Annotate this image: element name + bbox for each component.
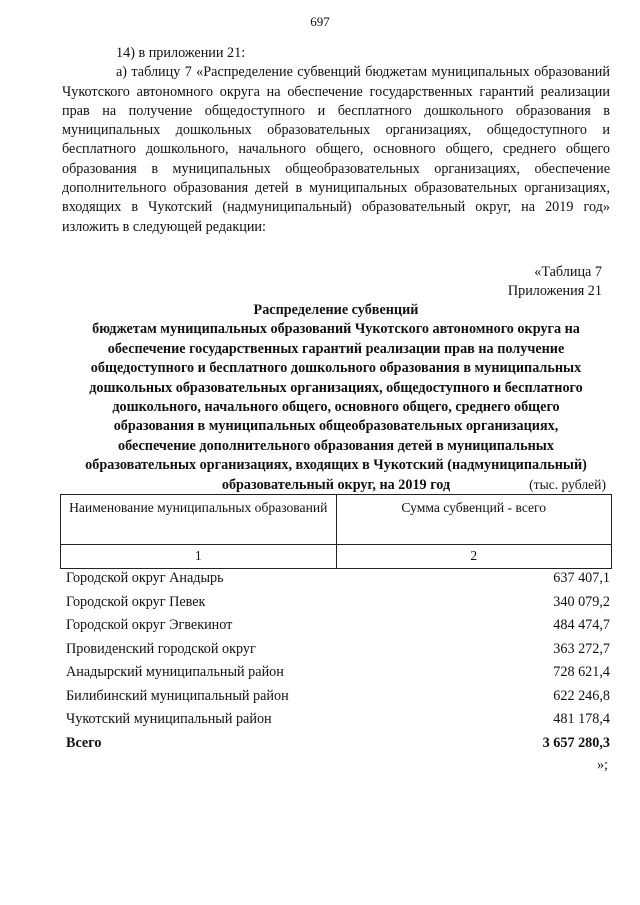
row-value: 637 407,1: [553, 570, 610, 586]
table-reference-line1: «Таблица 7: [534, 264, 602, 280]
row-name: Городской округ Анадырь: [66, 570, 224, 586]
header-column-number-1: 1: [61, 545, 337, 569]
row-name: Анадырский муниципальный район: [66, 664, 284, 680]
table-title-line: обеспечение государственных гарантий реализации прав на получение: [107, 340, 565, 357]
header-name-column: Наименование муниципальных образований: [61, 495, 337, 545]
table-header: [60, 494, 612, 569]
table-title: [60, 301, 612, 495]
table-title-line: образовательных организациях, входящих в Чукотский (надмуниципальный): [85, 457, 587, 474]
table-row: [66, 686, 610, 710]
page-number: 697: [310, 14, 330, 29]
table-title-line: дошкольного, начального общего, основного общего, среднего общего: [112, 399, 560, 416]
row-value: 622 246,8: [553, 687, 610, 704]
row-name: Всего: [66, 734, 102, 751]
table-total-row: [66, 733, 610, 757]
row-name: Билибинский муниципальный район: [66, 687, 289, 704]
table-row: [66, 662, 610, 686]
table-body: [66, 568, 610, 756]
unit-label: (тыс. рублей): [529, 477, 606, 492]
row-name: Городской округ Певек: [66, 593, 206, 610]
row-value: 340 079,2: [553, 593, 610, 610]
table-title-line: бюджетам муниципальных образований Чукотского автономного округа на: [92, 321, 580, 338]
row-value: 363 272,7: [553, 640, 610, 657]
row-name: Провиденский городской округ: [66, 640, 256, 657]
intro-paragraph: [62, 44, 610, 237]
row-name: Чукотский муниципальный район: [66, 711, 272, 727]
table-title-line: дошкольных образовательных организациях, общедоступного и бесплатного: [89, 379, 583, 396]
table-title-line: общедоступного и бесплатного дошкольного образования в муниципальных: [90, 360, 582, 377]
table-title-line: образовательный округ, на 2019 год: [221, 476, 451, 493]
table-title-line: образования в муниципальных общеобразовательных организациях,: [113, 418, 559, 435]
header-column-number-2: 2: [336, 545, 612, 569]
table-row: [66, 639, 610, 663]
intro-item: 14) в приложении 21:: [116, 45, 246, 61]
row-value: 481 178,4: [553, 711, 610, 727]
row-value: 484 474,7: [553, 617, 610, 633]
row-value: 728 621,4: [553, 664, 610, 680]
table-title-line: обеспечение дополнительного образования детей в муниципальных: [118, 437, 554, 454]
table-title-line: Распределение субвенций: [253, 302, 419, 318]
table-row: [66, 592, 610, 616]
intro-text: а) таблицу 7 «Распределение субвенций бюджетам муниципальных образований Чукотского автономного округа на обеспечение государственных гарантий реализации прав на получение общедоступного и бесплатного дошкольного образования в муниципальных дошкольных образовательных организациях, общедоступного и бесплатного дошкольного, начального общего, основного общего, среднего общего образования в муниципальных общеобразовательных организациях, обеспечение дополнительного образования детей в муниципальных образовательных организациях, входящих в Чукотский (надмуниципальный) образовательный округ, на 2019 год» изложить в следующей редакции:: [62, 64, 610, 235]
row-name: Городской округ Эгвекинот: [66, 617, 233, 633]
table-reference-line2: Приложения 21: [507, 283, 602, 299]
table-row: [66, 615, 610, 639]
table-reference: [508, 263, 602, 301]
closing-quote: »;: [596, 757, 608, 773]
table-row: [66, 709, 610, 733]
row-value: 3 657 280,3: [542, 734, 610, 751]
table-row: [66, 568, 610, 592]
header-sum-column: Сумма субвенций - всего: [336, 495, 612, 545]
